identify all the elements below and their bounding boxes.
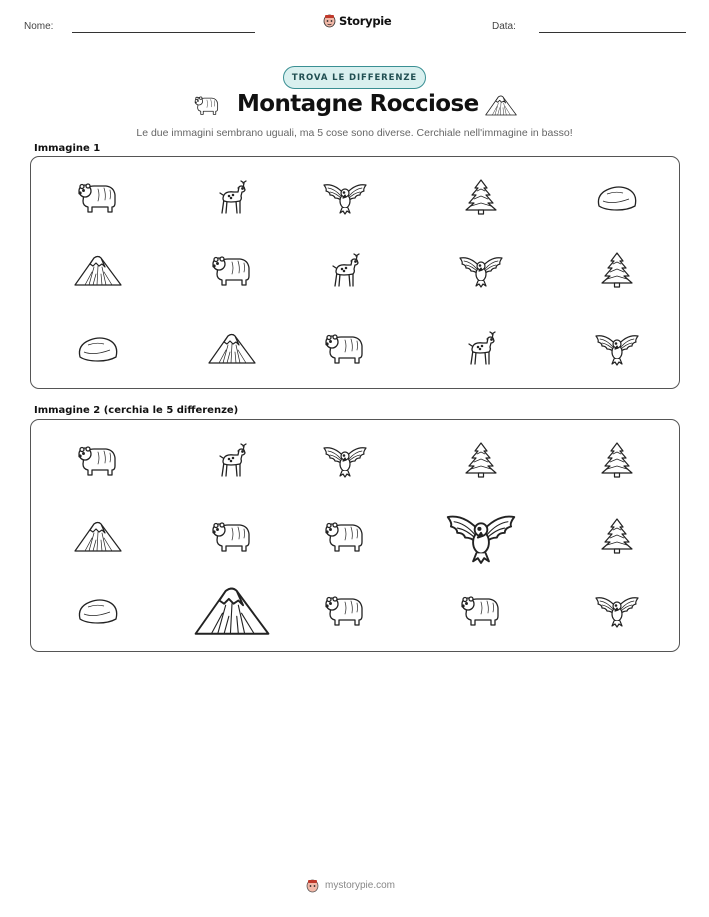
bear-icon[interactable]: [457, 592, 505, 628]
pine-tree-icon[interactable]: [593, 442, 641, 478]
deer-icon: [457, 330, 505, 366]
panel-2-label: Immagine 2 (cerchia le 5 differenze): [34, 405, 239, 416]
deer-icon: [321, 252, 369, 288]
bear-icon[interactable]: [74, 442, 122, 478]
brand-name: Storypie: [339, 13, 392, 28]
name-field[interactable]: [72, 32, 255, 33]
date-label: Data:: [492, 21, 516, 32]
name-label: Nome:: [24, 21, 54, 32]
footer-url[interactable]: mystorypie.com: [325, 880, 396, 891]
storypie-mascot-icon: [306, 878, 319, 893]
deer-icon: [208, 179, 256, 215]
bear-icon: [192, 93, 222, 117]
panel-1-label: Immagine 1: [34, 143, 101, 154]
eagle-icon[interactable]: [321, 442, 369, 478]
instructions: Le due immagini sembrano uguali, ma 5 cose sono diverse. Cerchiale nell'immagine in basso!: [136, 127, 573, 139]
rock-icon: [593, 179, 641, 215]
mountain-icon: [485, 92, 517, 118]
activity-badge: TROVA LE DIFFERENZE: [283, 66, 426, 89]
page-title: Montagne Rocciose: [237, 91, 479, 117]
pine-tree-icon: [593, 252, 641, 288]
mountain-icon[interactable]: [194, 581, 270, 639]
eagle-icon: [457, 252, 505, 288]
bear-icon: [74, 179, 122, 215]
mountain-icon[interactable]: [74, 518, 122, 554]
bear-icon: [321, 330, 369, 366]
mountain-icon: [208, 330, 256, 366]
bear-icon: [208, 252, 256, 288]
storypie-mascot-icon: [323, 13, 336, 28]
rock-icon: [74, 330, 122, 366]
footer: [306, 878, 395, 893]
bear-icon[interactable]: [321, 518, 369, 554]
eagle-icon[interactable]: [593, 592, 641, 628]
eagle-icon: [321, 179, 369, 215]
eagle-icon[interactable]: [443, 507, 519, 565]
pine-tree-icon[interactable]: [457, 442, 505, 478]
bear-icon[interactable]: [321, 592, 369, 628]
bear-icon[interactable]: [208, 518, 256, 554]
eagle-icon: [593, 330, 641, 366]
date-field[interactable]: [539, 32, 686, 33]
pine-tree-icon[interactable]: [593, 518, 641, 554]
rock-icon[interactable]: [74, 592, 122, 628]
deer-icon[interactable]: [208, 442, 256, 478]
brand-logo: [323, 13, 391, 28]
mountain-icon: [74, 252, 122, 288]
pine-tree-icon: [457, 179, 505, 215]
